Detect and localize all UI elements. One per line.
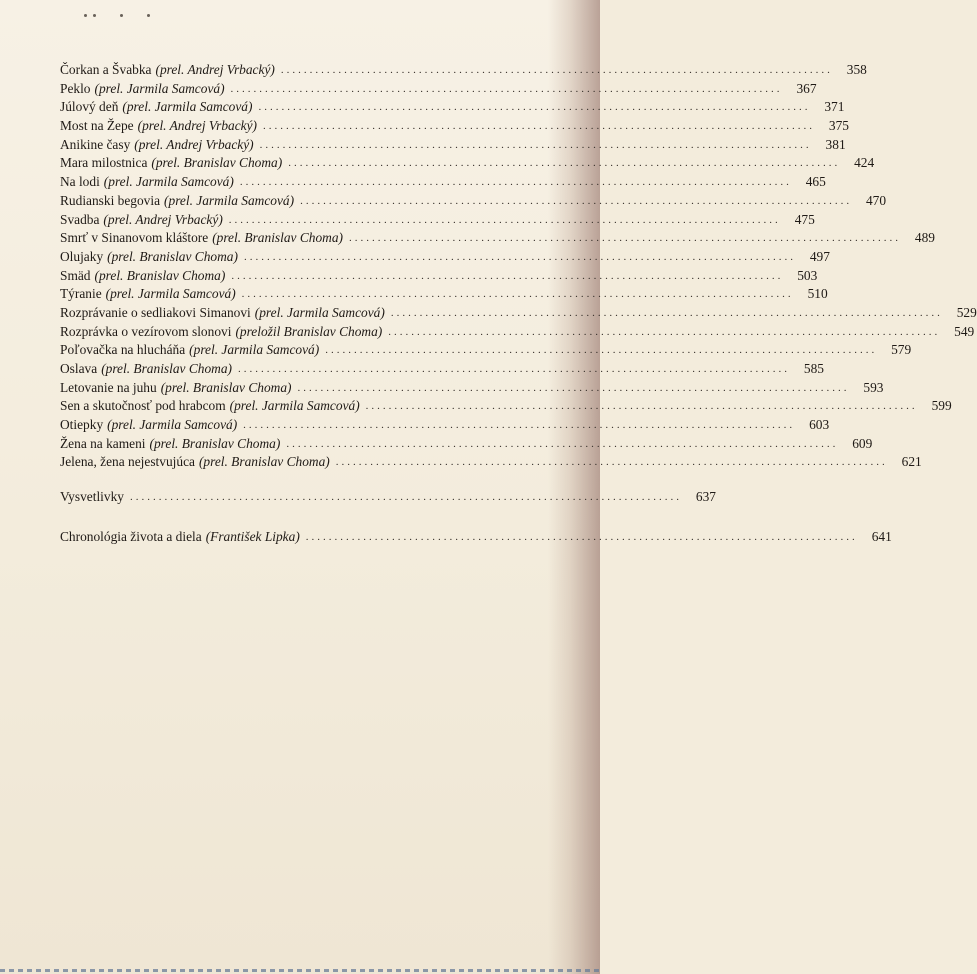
- entry-translator: (prel. Branislav Choma): [94, 267, 226, 283]
- entry-page-number: 470: [865, 192, 887, 208]
- entry-title: Smrť v Sinanovom kláštore: [60, 230, 209, 246]
- toc-entry: [60, 416, 830, 435]
- entry-translator: (prel. Branislav Choma): [107, 248, 238, 264]
- entry-translator: (prel. Andrej Vrbacký): [137, 118, 257, 134]
- entry-page-number: 424: [854, 155, 875, 171]
- leader-dots: ................................................................................................: [300, 194, 853, 207]
- entry-title: Oslava: [60, 361, 98, 376]
- entry-page-number: 599: [931, 398, 952, 414]
- entry-title: Júlový deň: [60, 99, 119, 115]
- leader-dots: ................................................................................................: [305, 530, 858, 543]
- entry-page-number: 637: [695, 489, 716, 505]
- leader-dots: ................................................................................................: [388, 325, 941, 338]
- entry-title: Peklo: [60, 80, 91, 96]
- entry-title: Svadba: [60, 211, 100, 227]
- leader-dots: ................................................................................................: [263, 120, 815, 133]
- toc-entry: [60, 117, 849, 136]
- entry-title: Most na Žepe: [60, 118, 134, 134]
- entry-translator: (prel. Jarmila Samcová): [94, 80, 225, 96]
- toc-entry: [60, 304, 977, 323]
- entry-title: Chronológia života a diela: [60, 528, 202, 544]
- toc-entry: [60, 341, 912, 360]
- entry-page-number: 585: [803, 361, 824, 376]
- leader-dots: ................................................................................................: [231, 269, 784, 282]
- entry-title: Rozprávanie o sedliakovi Simanovi: [60, 304, 251, 320]
- entry-title: Sen a skutočnosť pod hrabcom: [60, 398, 226, 414]
- entry-translator: (prel. Andrej Vrbacký): [103, 211, 223, 227]
- entry-page-number: 603: [809, 417, 830, 433]
- entry-translator: (prel. Jarmila Samcová): [229, 398, 360, 414]
- entry-page-number: 609: [852, 435, 873, 451]
- toc-entry: [60, 154, 875, 173]
- toc-entry: [60, 435, 873, 454]
- leader-dots: ................................................................................................: [239, 176, 792, 189]
- leader-dots: ................................................................................................: [129, 491, 682, 504]
- leader-dots: ................................................................................................: [280, 64, 833, 76]
- entry-page-number: 503: [797, 267, 818, 283]
- leader-dots: ................................................................................................: [348, 232, 901, 245]
- toc-entry-chronology: [60, 528, 892, 547]
- entry-page-number: 529: [956, 304, 977, 320]
- entry-translator: (prel. Jarmila Samcová): [254, 304, 385, 320]
- entry-title: Čorkan a Švabka: [60, 62, 152, 77]
- toc-entry: [60, 80, 817, 99]
- entry-page-number: 465: [805, 174, 826, 190]
- entry-page-number: 371: [824, 99, 845, 115]
- toc-entry: [60, 379, 884, 398]
- entry-page-number: 641: [871, 528, 892, 544]
- toc-entry-notes: [60, 488, 716, 507]
- entry-title: Týranie: [60, 286, 102, 302]
- entry-title: Smäd: [60, 267, 91, 283]
- leader-dots: ................................................................................................: [325, 344, 878, 357]
- entry-title: Anikine časy: [60, 136, 131, 152]
- entry-translator: (prel. Branislav Choma): [151, 155, 283, 171]
- top-speck-marks: [84, 14, 184, 20]
- entry-page-number: 367: [796, 80, 817, 96]
- leader-dots: ................................................................................................: [258, 101, 811, 114]
- leader-dots: ................................................................................................: [237, 363, 790, 375]
- entry-translator: (prel. Branislav Choma): [198, 454, 330, 470]
- toc-entry: [60, 192, 887, 211]
- leader-dots: ................................................................................................: [259, 138, 812, 151]
- leader-dots: ................................................................................................: [288, 157, 841, 170]
- leader-dots: ................................................................................................: [297, 381, 850, 394]
- entry-title: Na lodi: [60, 174, 100, 190]
- entry-title: Vysvetlivky: [60, 489, 124, 505]
- entry-page-number: 358: [846, 62, 867, 77]
- table-of-contents: [60, 61, 977, 547]
- toc-entry: [60, 248, 830, 267]
- entry-title: Rudianski begovia: [60, 192, 161, 208]
- leader-dots: ................................................................................................: [243, 419, 796, 432]
- leader-dots: ................................................................................................: [241, 288, 794, 301]
- toc-entry: [60, 136, 846, 155]
- entry-translator: (prel. Branislav Choma): [149, 435, 281, 451]
- entry-translator: (prel. Jarmila Samcová): [164, 192, 295, 208]
- entry-translator: (prel. Jarmila Samcová): [103, 174, 234, 190]
- toc-entry: [60, 211, 815, 230]
- entry-translator: (prel. Andrej Vrbacký): [155, 62, 275, 77]
- entry-title: Jelena, žena nejestvujúca: [60, 454, 195, 470]
- leader-dots: ................................................................................................: [243, 250, 796, 263]
- leader-dots: ................................................................................................: [390, 306, 943, 319]
- entry-page-number: 621: [901, 454, 922, 470]
- leader-dots: ................................................................................................: [335, 456, 888, 469]
- toc-entry: [60, 173, 826, 192]
- entry-translator: (prel. Jarmila Samcová): [105, 286, 236, 302]
- entry-translator: (prel. Branislav Choma): [160, 379, 292, 395]
- entry-title: Letovanie na juhu: [60, 379, 157, 395]
- entry-translator: (preložil Branislav Choma): [235, 323, 383, 339]
- entry-page-number: 475: [794, 211, 815, 227]
- toc-entry: [60, 360, 824, 379]
- entry-page-number: 497: [809, 248, 830, 264]
- entry-title: Rozprávka o vezírovom slonovi: [60, 323, 232, 339]
- toc-entry: [60, 323, 975, 342]
- entry-translator: (prel. Jarmila Samcová): [107, 417, 238, 433]
- entry-page-number: 489: [914, 230, 935, 246]
- toc-entry: [60, 453, 922, 472]
- leader-dots: ................................................................................................: [365, 400, 918, 413]
- entry-page-number: 549: [954, 323, 975, 339]
- toc-entry: [60, 267, 818, 286]
- entry-translator: (František Lipka): [205, 528, 300, 544]
- entry-translator: (prel. Jarmila Samcová): [122, 99, 253, 115]
- leader-dots: ................................................................................................: [286, 437, 839, 450]
- entry-page-number: 510: [807, 286, 828, 302]
- toc-entry: [60, 61, 867, 80]
- entry-page-number: 593: [863, 379, 884, 395]
- entry-page-number: 579: [891, 342, 912, 358]
- entry-translator: (prel. Branislav Choma): [101, 361, 232, 376]
- entry-page-number: 381: [825, 136, 846, 152]
- toc-entry: [60, 285, 828, 304]
- bottom-scan-border: [0, 969, 600, 972]
- entry-translator: (prel. Andrej Vrbacký): [134, 136, 254, 152]
- entry-title: Žena na kameni: [60, 435, 146, 451]
- entry-page-number: 375: [828, 118, 849, 134]
- entry-translator: (prel. Jarmila Samcová): [189, 342, 320, 358]
- entry-title: Mara milostnica: [60, 155, 148, 171]
- leader-dots: ................................................................................................: [230, 82, 783, 95]
- entry-translator: (prel. Branislav Choma): [212, 230, 343, 246]
- entry-title: Olujaky: [60, 248, 104, 264]
- entry-title: Otiepky: [60, 417, 104, 433]
- toc-entry: [60, 98, 845, 117]
- leader-dots: ................................................................................................: [228, 213, 781, 226]
- entry-title: Poľovačka na hlucháňa: [60, 342, 186, 358]
- toc-entry: [60, 229, 935, 248]
- toc-entry: [60, 397, 952, 416]
